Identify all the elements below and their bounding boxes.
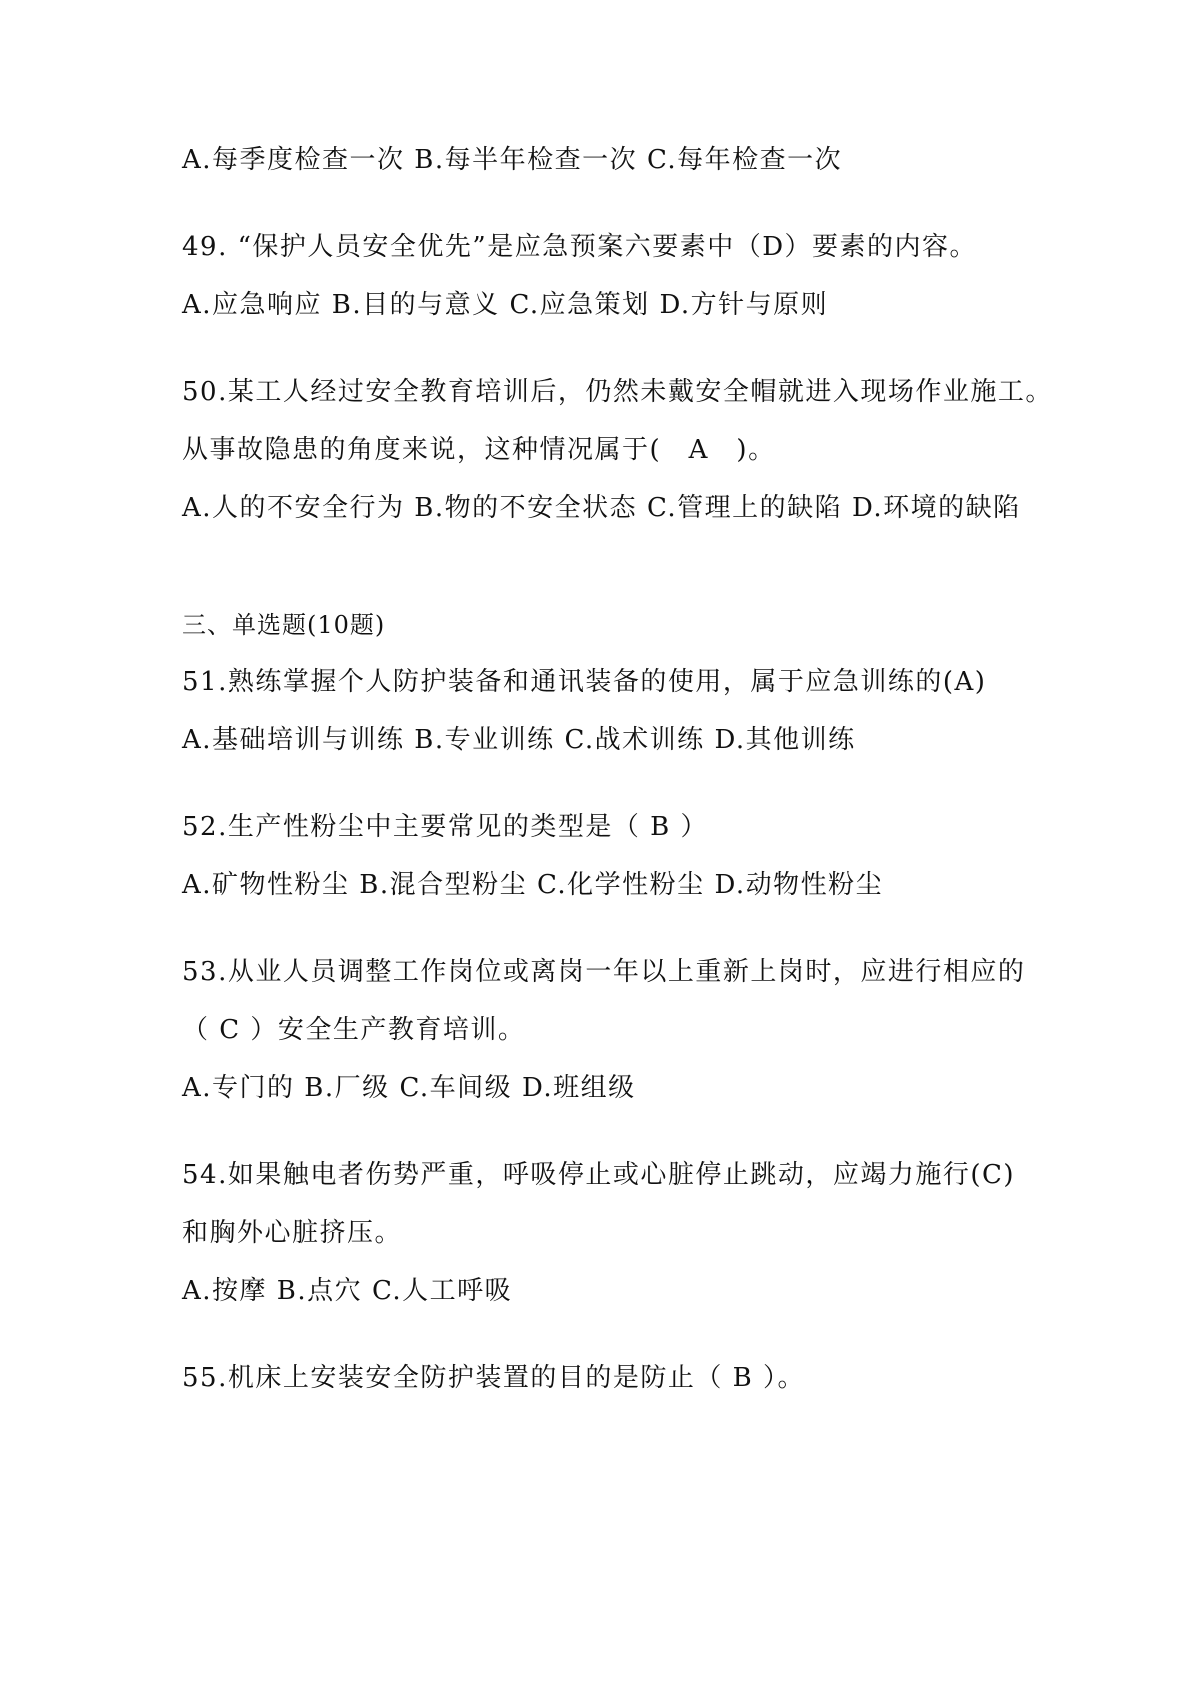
section-heading: 三、单选题(10题) xyxy=(182,611,386,639)
question-49-options: A.应急响应 B.目的与意义 C.应急策划 D.方针与原则 xyxy=(182,290,829,320)
question-53-options: A.专门的 B.厂级 C.车间级 D.班组级 xyxy=(182,1073,636,1103)
question-48-options: A.每季度检查一次 B.每半年检查一次 C.每年检查一次 xyxy=(182,145,843,175)
question-54-stem-line-1: 54.如果触电者伤势严重，呼吸停止或心脏停止跳动，应竭力施行(C) xyxy=(182,1160,1016,1190)
question-54-stem-line-2: 和胸外心脏挤压。 xyxy=(182,1218,403,1248)
question-51-options: A.基础培训与训练 B.专业训练 C.战术训练 D.其他训练 xyxy=(182,725,856,755)
question-53-stem-line-1: 53.从业人员调整工作岗位或离岗一年以上重新上岗时，应进行相应的 xyxy=(182,957,1026,987)
question-51-stem: 51.熟练掌握个人防护装备和通讯装备的使用，属于应急训练的(A) xyxy=(182,667,987,697)
question-49-stem: 49. “保护人员安全优先”是应急预案六要素中（D）要素的内容。 xyxy=(182,232,978,262)
question-50-stem-line-2: 从事故隐患的角度来说，这种情况属于( A )。 xyxy=(182,435,776,465)
question-52-options: A.矿物性粉尘 B.混合型粉尘 C.化学性粉尘 D.动物性粉尘 xyxy=(182,870,884,900)
question-50-stem-line-1: 50.某工人经过安全教育培训后，仍然未戴安全帽就进入现场作业施工。 xyxy=(182,377,1053,407)
question-55-stem: 55.机床上安装安全防护装置的目的是防止（ B ）。 xyxy=(182,1363,805,1393)
question-50-options: A.人的不安全行为 B.物的不安全状态 C.管理上的缺陷 D.环境的缺陷 xyxy=(182,493,1021,523)
question-53-stem-line-2: （ C ）安全生产教育培训。 xyxy=(182,1015,526,1045)
question-54-options: A.按摩 B.点穴 C.人工呼吸 xyxy=(182,1276,513,1306)
question-52-stem: 52.生产性粉尘中主要常见的类型是（ B ） xyxy=(182,812,708,842)
